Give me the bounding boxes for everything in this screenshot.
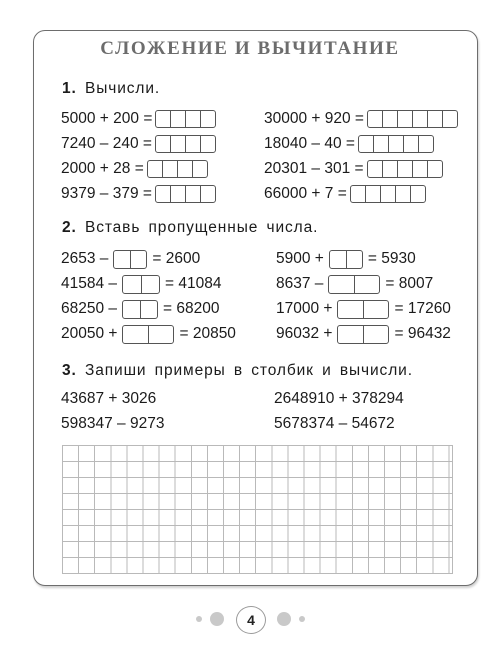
example-left-part: 17000 + (276, 300, 333, 317)
example-text: 30000 + 920 = (264, 110, 364, 127)
page-title: СЛОЖЕНИЕ И ВЫЧИТАНИЕ (100, 38, 400, 59)
missing-number-field[interactable] (329, 250, 363, 269)
task-2-example (276, 323, 451, 345)
task-1-text: Вычисли. (84, 80, 161, 97)
decor-dot (196, 616, 202, 622)
task-1-example (264, 183, 430, 205)
squared-writing-grid[interactable] (62, 445, 453, 574)
task-1-heading (62, 80, 160, 98)
answer-cells[interactable] (368, 110, 458, 128)
task-2-number: 2. (62, 219, 77, 236)
task-3-number: 3. (62, 362, 77, 379)
answer-cells[interactable] (156, 185, 216, 203)
example-text: 20301 – 301 = (264, 160, 364, 177)
task-3-heading (62, 362, 413, 380)
example-left-part: 20050 + (61, 325, 118, 342)
example-text: 9379 – 379 = (61, 185, 152, 202)
answer-cells[interactable] (359, 135, 434, 153)
example-left-part: 2653 – (61, 250, 109, 267)
answer-cells[interactable] (148, 160, 208, 178)
task-2-heading (62, 219, 318, 237)
task-1-example (264, 133, 438, 155)
task-1-example (61, 183, 220, 205)
column-example: 2648910 + 378294 (274, 390, 404, 407)
answer-cells[interactable] (368, 160, 443, 178)
example-right-part: = 20850 (179, 325, 236, 342)
example-right-part: = 41084 (165, 275, 222, 292)
example-text: 7240 – 240 = (61, 135, 152, 152)
example-text: 18040 – 40 = (264, 135, 355, 152)
missing-number-field[interactable] (122, 300, 158, 319)
example-text: 5000 + 200 = (61, 110, 153, 127)
answer-cells[interactable] (351, 185, 426, 203)
example-left-part: 41584 – (61, 275, 118, 292)
example-right-part: = 2600 (152, 250, 201, 267)
task-3-text: Запиши примеры в столбик и вычисли. (84, 362, 413, 379)
example-right-part: = 68200 (163, 300, 220, 317)
missing-number-field[interactable] (337, 325, 389, 344)
example-left-part: 68250 – (61, 300, 118, 317)
example-text: 66000 + 7 = (264, 185, 347, 202)
decor-dot (210, 612, 224, 626)
missing-number-field[interactable] (113, 250, 147, 269)
task-2-example (276, 298, 451, 320)
missing-number-field[interactable] (328, 275, 380, 294)
task-2-example (61, 298, 220, 320)
decor-dot (277, 612, 291, 626)
column-example: 43687 + 3026 (61, 390, 157, 407)
task-2-example (61, 323, 236, 345)
answer-cells[interactable] (156, 135, 216, 153)
example-right-part: = 8007 (385, 275, 434, 292)
example-right-part: = 5930 (367, 250, 416, 267)
missing-number-field[interactable] (122, 325, 174, 344)
example-right-part: = 96432 (394, 325, 451, 342)
decor-dot (299, 616, 305, 622)
column-example: 598347 – 9273 (61, 415, 165, 432)
example-left-part: 96032 + (276, 325, 333, 342)
task-1-example (264, 158, 447, 180)
task-2-example (61, 248, 200, 270)
task-2-example (276, 248, 416, 270)
example-right-part: = 17260 (394, 300, 451, 317)
task-1-example (61, 133, 220, 155)
example-left-part: 5900 + (276, 250, 324, 267)
example-text: 2000 + 28 = (61, 160, 144, 177)
page-number: 4 (236, 606, 266, 634)
task-1-example (61, 108, 220, 130)
page-footer (0, 604, 500, 634)
task-1-example (61, 158, 212, 180)
task-2-example (276, 273, 433, 295)
task-2-text: Вставь пропущенные числа. (84, 219, 319, 236)
example-left-part: 8637 – (276, 275, 324, 292)
task-1-example (264, 108, 462, 130)
missing-number-field[interactable] (337, 300, 389, 319)
task-2-example (61, 273, 222, 295)
task-1-number: 1. (62, 80, 77, 97)
column-example: 5678374 – 54672 (274, 415, 395, 432)
missing-number-field[interactable] (122, 275, 160, 294)
answer-cells[interactable] (156, 110, 216, 128)
